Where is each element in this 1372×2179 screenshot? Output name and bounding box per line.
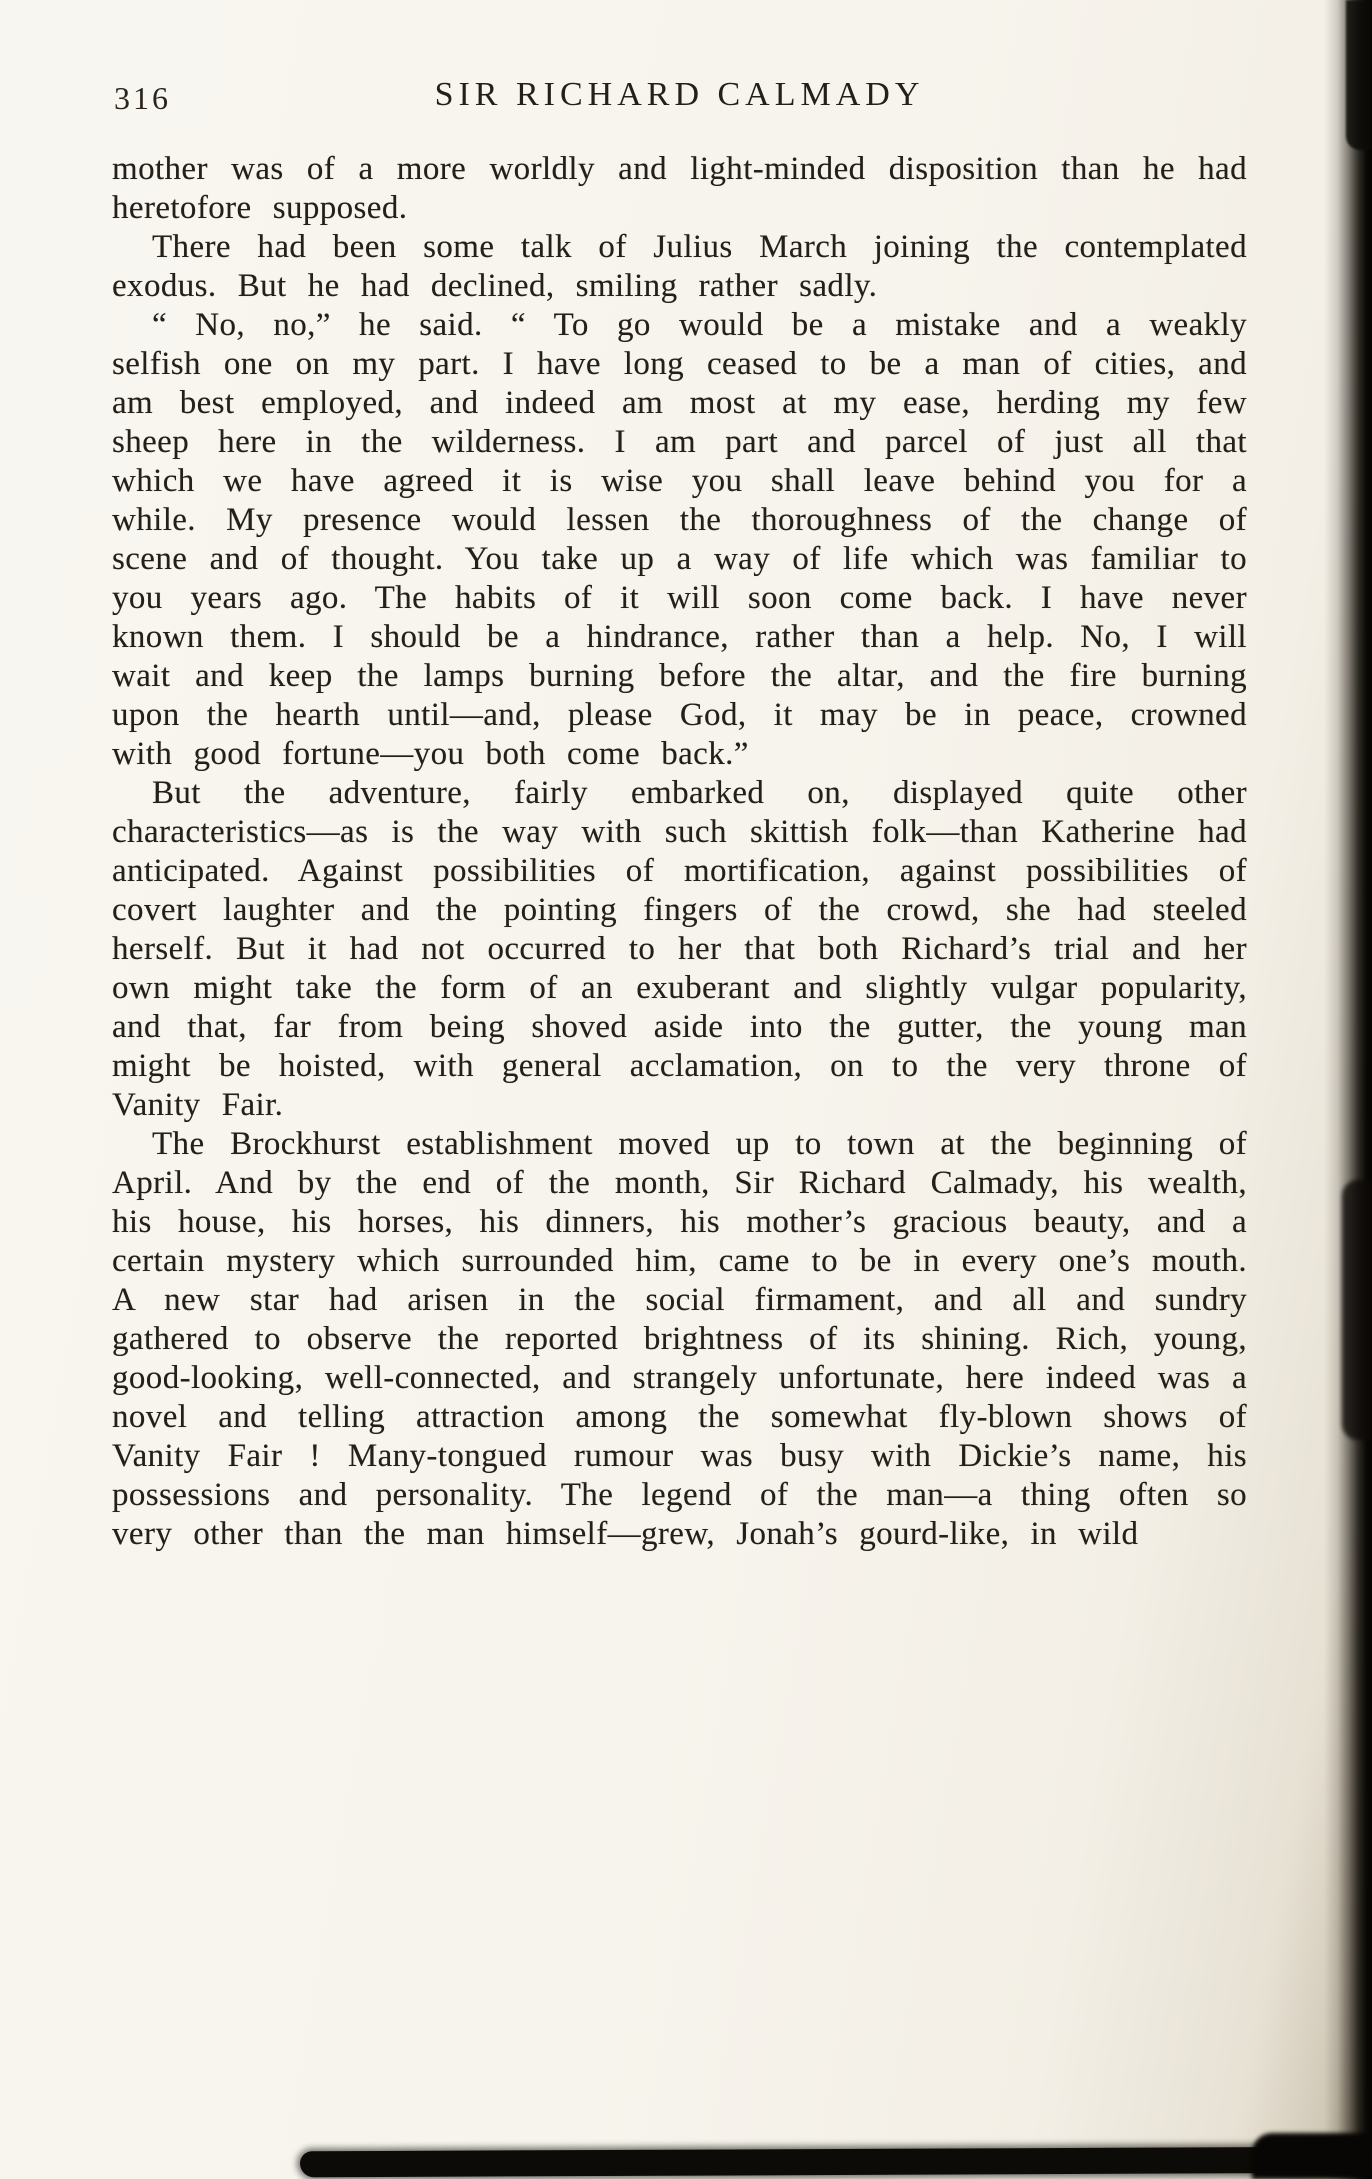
paragraph: But the adventure, fairly embarked on, displayed quite other characteristics—as is the way with such skittish folk—than Katherine had anticipated. Against possibilities of mortification, against possibilities of covert laughter and the pointing fingers of the crowd, she had steeled herself. But it had not occurred to her that both Richard’s trial and her own might take the form of an exuberant and slightly vulgar popularity, and that, far from being shoved aside into the gutter, the young man might be hoisted, with general acclamation, on to the very throne of Vanity Fair. bbox=[112, 775, 1247, 1123]
scan-edge-notch-top bbox=[1346, 0, 1372, 150]
paragraph: mother was of a more worldly and light-minded disposition than he had heretofore supposed. bbox=[112, 151, 1247, 226]
scan-bottom-corner bbox=[1252, 2133, 1372, 2179]
scan-edge-shadow bbox=[1324, 0, 1372, 2179]
scan-bottom-smudge bbox=[300, 2147, 1372, 2178]
scan-edge-notch-mid bbox=[1342, 1180, 1372, 1440]
paragraph: There had been some talk of Julius March joining the contemplated exodus. But he had declined, smiling rather sadly. bbox=[112, 229, 1247, 304]
paragraph: “ No, no,” he said. “ To go would be a mistake and a weakly selfish one on my part. I have long ceased to be a man of cities, and am best employed, and indeed am most at my ease, herding my few sheep here in the wilderness. I am part and parcel of just all that which we have agreed it is wise you shall leave behind you for a while. My presence would lessen the thoroughness of the change of scene and of thought. You take up a way of life which was familiar to you years ago. The habits of it will soon come back. I have never known them. I should be a hindrance, rather than a help. No, I will wait and keep the lamps burning before the altar, and the fire burning upon the hearth until—and, please God, it may be in peace, crowned with good fortune—you both come back.” bbox=[112, 307, 1247, 772]
paragraph: The Brockhurst establishment moved up to town at the beginning of April. And by the end of the month, Sir Richard Calmady, his wealth, his house, his horses, his dinners, his mother’s gracious beauty, and a certain mystery which surrounded him, came to be in every one’s mouth. A new star had arisen in the social firmament, and all and sundry gathered to observe the reported brightness of its shining. Rich, young, good-looking, well-connected, and strangely unfortunate, here indeed was a novel and telling attraction among the somewhat fly-blown shows of Vanity Fair ! Many-tongued rumour was busy with Dickie’s name, his possessions and personality. The legend of the man—a thing often so very other than the man himself—grew, Jonah’s gourd-like, in wild bbox=[112, 1126, 1247, 1552]
page-body bbox=[112, 150, 1247, 1554]
page-number: 316 bbox=[114, 80, 171, 116]
page-header bbox=[112, 76, 1247, 128]
running-title: SIR RICHARD CALMADY bbox=[434, 76, 925, 113]
